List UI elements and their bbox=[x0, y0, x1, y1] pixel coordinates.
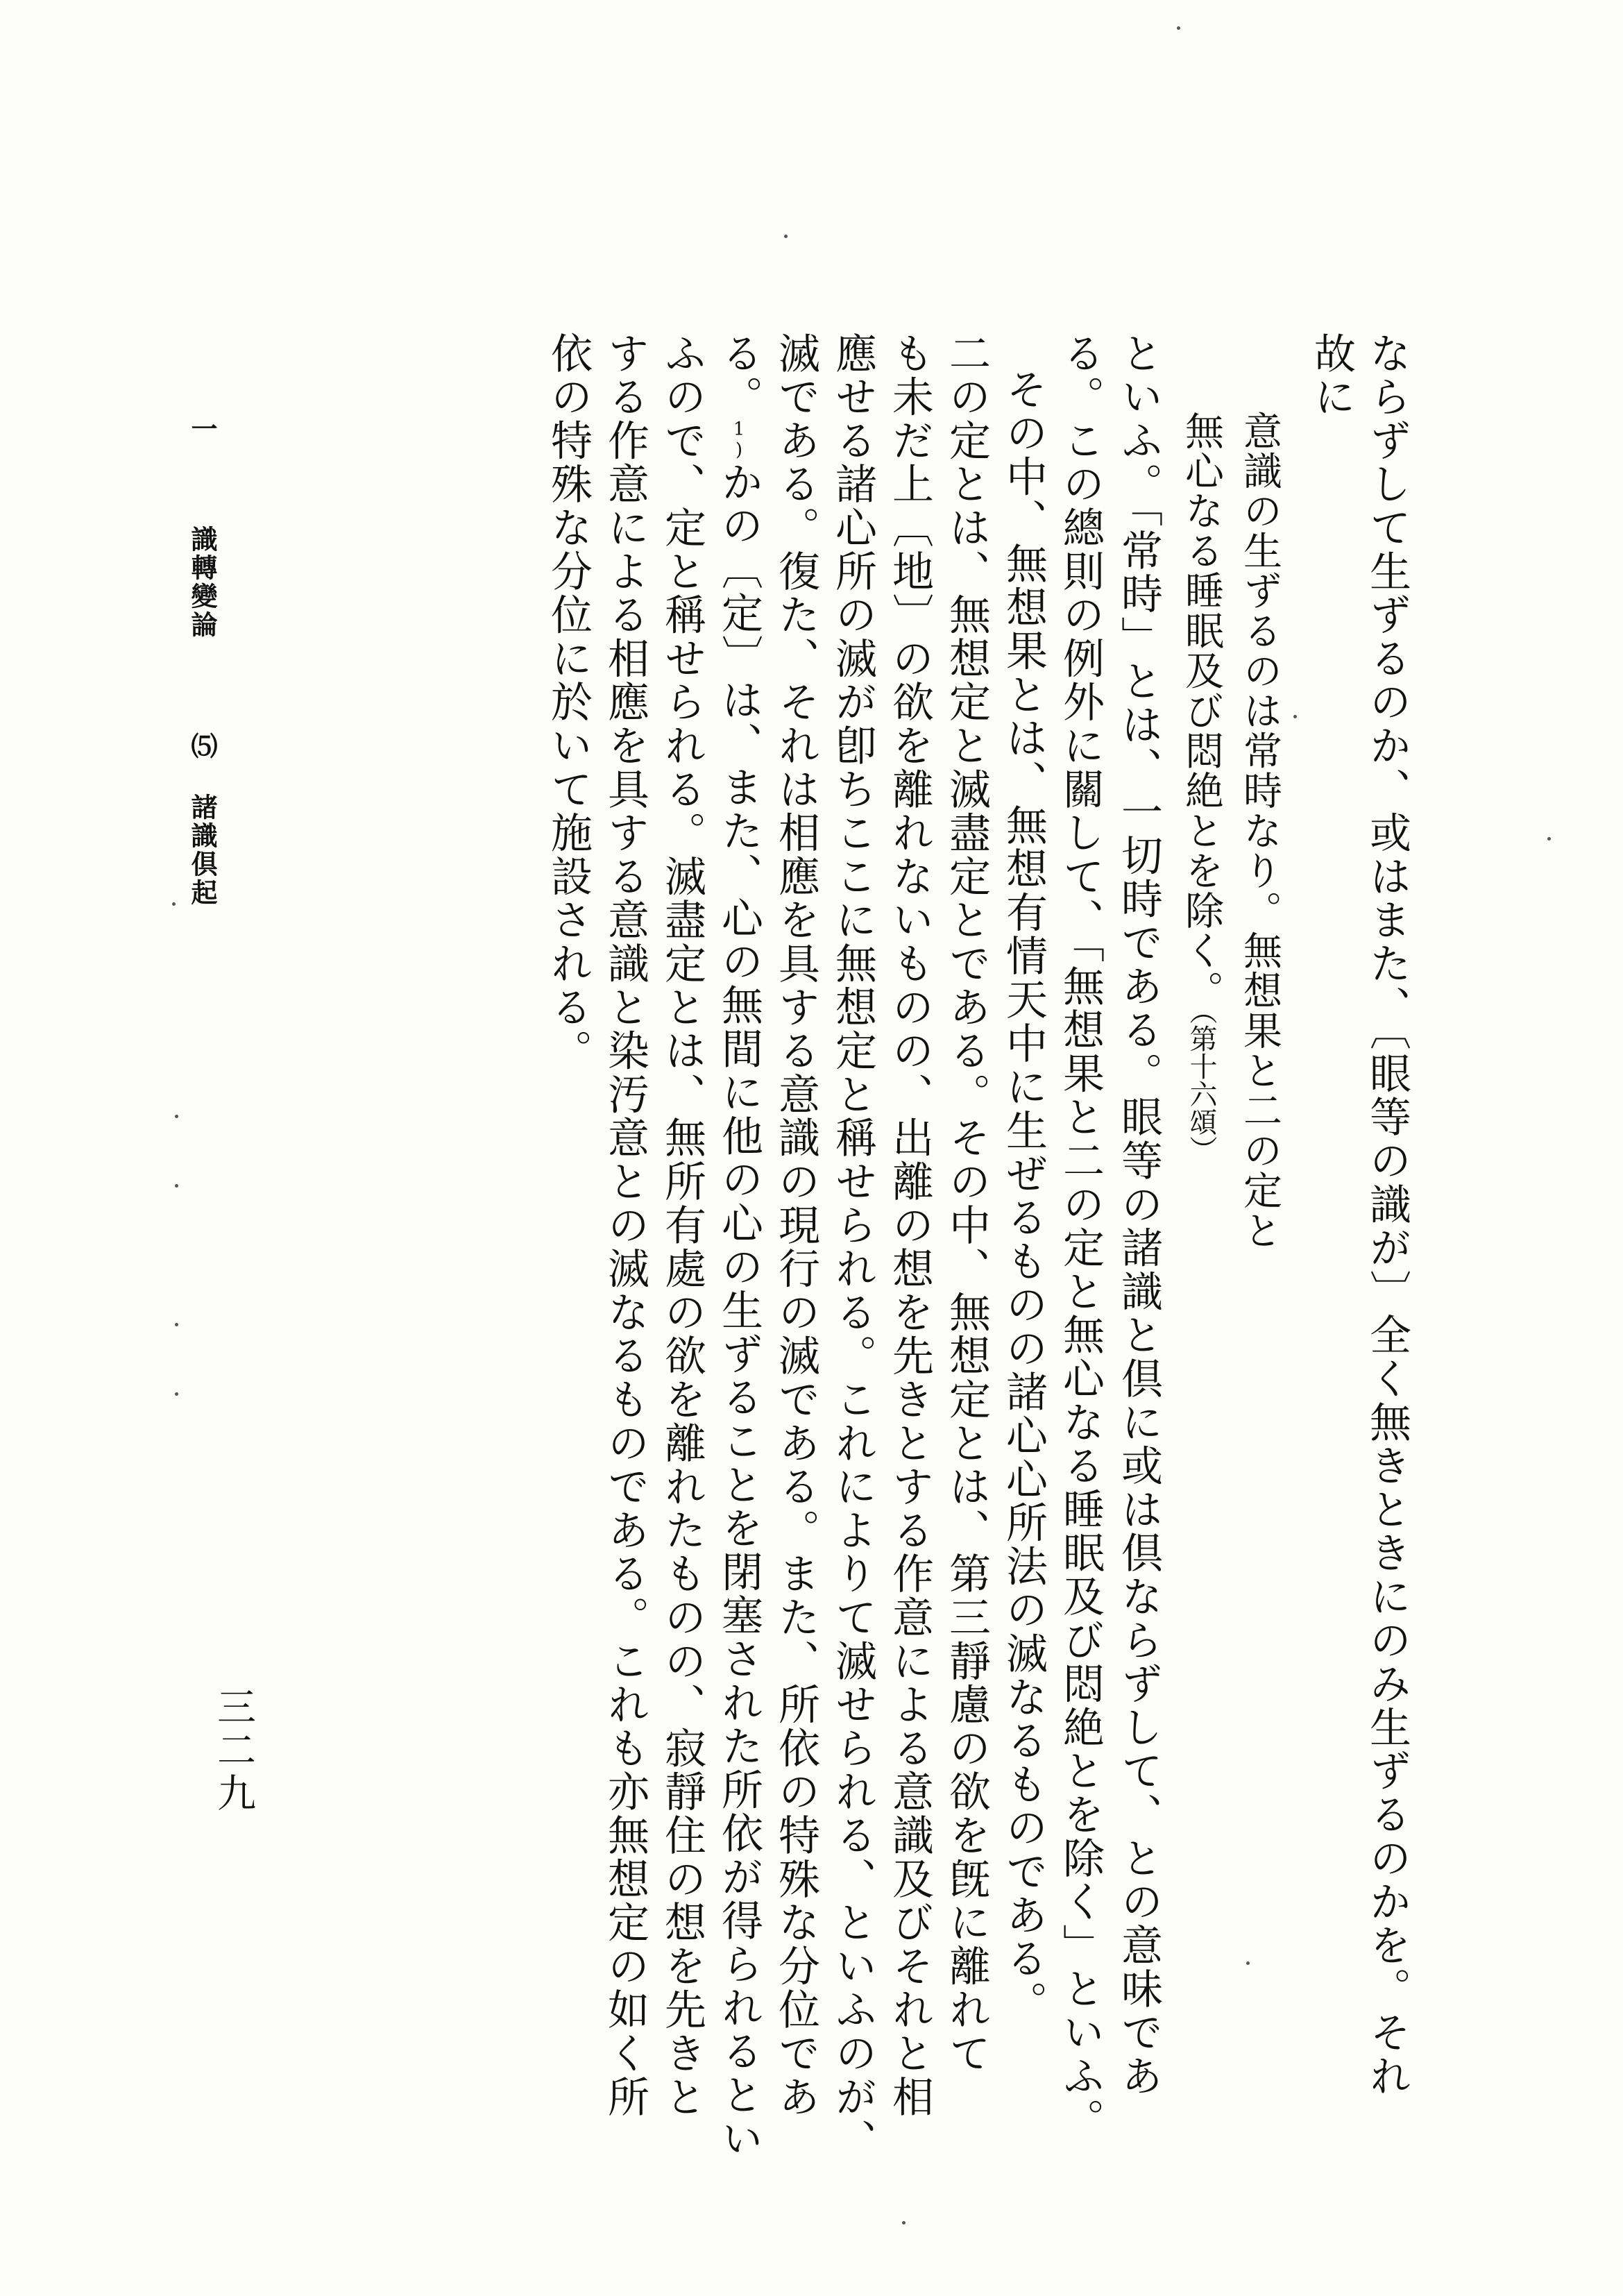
text-line-12: する作意による相應を具する意識と染汚意との滅なるものである。これも亦無想定の如く所 bbox=[601, 332, 649, 2119]
scan-speck bbox=[175, 1392, 178, 1396]
text-line-10-rest: かの〔定〕は、また、心の無間に他の心の生ずることを閉塞された所依が得られるとい bbox=[715, 460, 763, 2161]
verse-line-2-text: 無心なる睡眠及び悶絶とを除く。 bbox=[1179, 411, 1224, 1011]
scan-speck bbox=[1547, 837, 1551, 841]
text-line-10-start: る。 bbox=[715, 332, 763, 419]
scan-speck bbox=[902, 2221, 906, 2225]
scan-speck bbox=[175, 1184, 178, 1188]
scan-speck bbox=[175, 1323, 178, 1326]
verse-line-2 bbox=[1179, 411, 1224, 1163]
book-title: 識轉變論 bbox=[187, 525, 217, 639]
text-line-1: ならずして生ずるのか、或はまた、〔眼等の識が〕全く無きときにのみ生ずるのかを。それ bbox=[1363, 332, 1411, 2098]
scan-speck bbox=[1246, 1961, 1250, 1965]
text-line-7: も未だ上〔地〕の欲を離れないものの、出離の想を先きとする作意による意識及びそれと相 bbox=[885, 332, 934, 2119]
verse-reference: （第十六頌） bbox=[1185, 1011, 1217, 1163]
text-line-2: 故に bbox=[1307, 332, 1356, 419]
scan-speck bbox=[172, 902, 176, 906]
scan-speck bbox=[1293, 715, 1297, 718]
verse-line-1: 意識の生ずるのは常時なり。無想果と二の定と bbox=[1237, 411, 1282, 1251]
scan-speck bbox=[175, 1115, 178, 1118]
text-line-4: る。この總則の例外に關して、「無想果と二の定と無心なる睡眠及び悶絶とを除く」といふ。 bbox=[1056, 332, 1105, 2142]
running-footer bbox=[189, 415, 215, 907]
text-line-9: 滅である。復た、それは相應を具する意識の現行の滅である。また、所依の特殊な分位であ bbox=[772, 332, 820, 2119]
page-number: 三二九 bbox=[211, 1687, 256, 1816]
section-number: 一 bbox=[187, 415, 217, 444]
text-line-10 bbox=[715, 332, 763, 2161]
text-line-13: 依の特殊な分位に於いて施設される。 bbox=[544, 332, 593, 1073]
footnote-marker: 1) bbox=[729, 419, 749, 461]
text-line-5: その中、無想果とは、無想有情天中に生ぜるものの諸心心所法の滅なるものである。 bbox=[999, 368, 1048, 2025]
text-line-11: ふので、定と稱せられる。滅盡定とは、無所有處の欲を離れたものの、寂靜住の想を先きと bbox=[658, 332, 706, 2119]
text-line-8: 應せる諸心所の滅が卽ちここに無想定と稱せられる。これによりて滅せられる、といふのが、 bbox=[829, 332, 877, 2163]
scan-speck bbox=[784, 235, 788, 238]
text-line-3: といふ。「常時」とは、一切時である。眼等の諸識と倶に或は倶ならずして、との意味であ bbox=[1114, 332, 1163, 2098]
chapter-title: ⑸ 諸識倶起 bbox=[187, 732, 217, 907]
text-line-6: 二の定とは、無想定と滅盡定とである。その中、無想定とは、第三靜慮の欲を旣に離れて bbox=[942, 332, 991, 2075]
scan-speck bbox=[1177, 26, 1180, 30]
